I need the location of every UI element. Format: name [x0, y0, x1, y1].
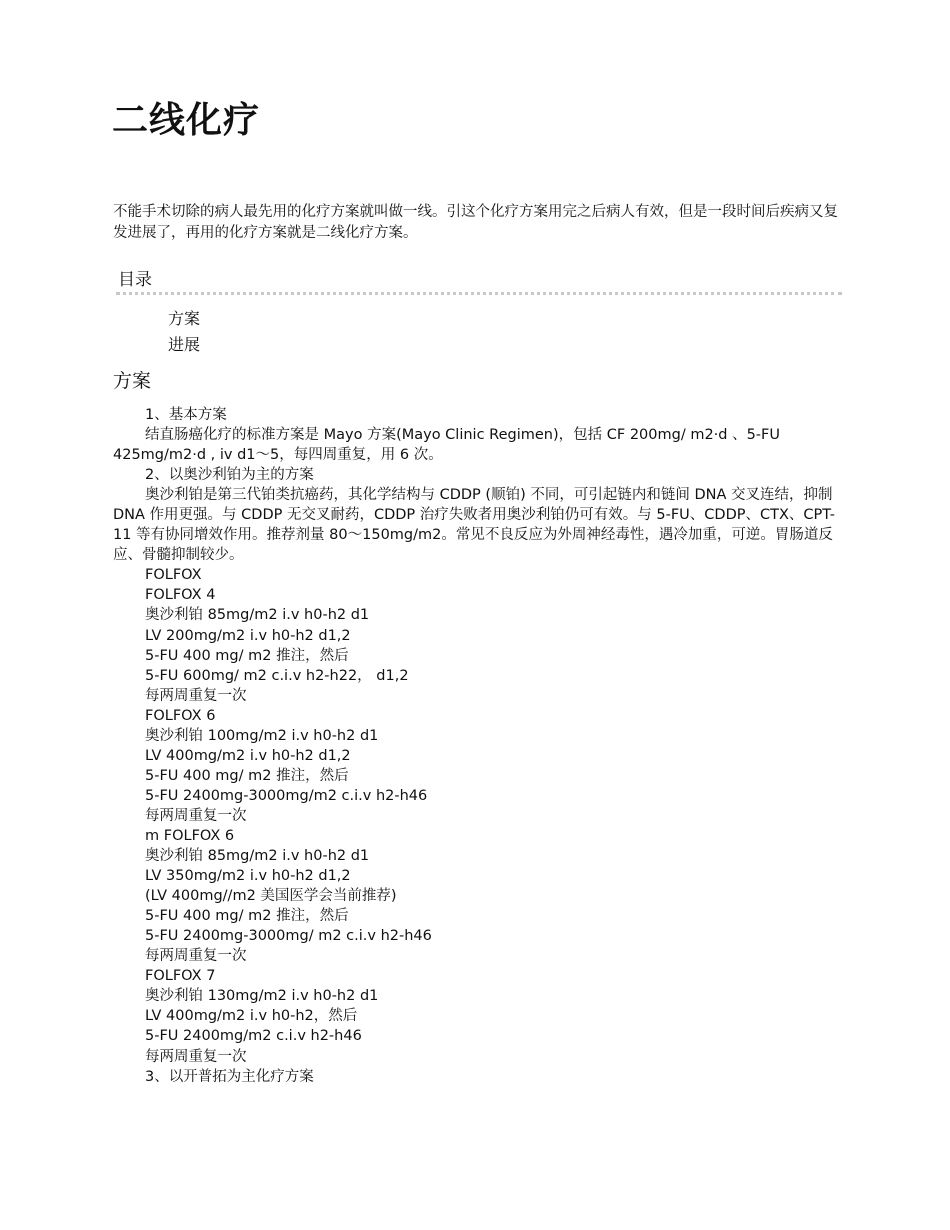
regimen-line: LV 350mg/m2 i.v h0-h2 d1,2 — [145, 868, 351, 885]
regimen-line: FOLFOX 6 — [145, 707, 216, 724]
subheading-basic-scheme: 1、基本方案 — [145, 407, 227, 423]
toc-list — [168, 306, 200, 358]
paragraph-oxaliplatin: 奥沙利铂是第三代铂类抗癌药，其化学结构与 CDDP (顺铂) 不同，可引起链内和链间 DNA 交叉连结，抑制 DNA 作用更强。与 CDDP 无交叉耐药，CDDP 治疗失败者用奥沙利铂仍可有效。与 5-FU、CDDP、CTX、CPT-11 等有协同增效作用。推荐剂量 80～150mg/m2。常见不良反应为外周神经毒性，遇冷加重，可逆。胃肠道反应、骨髓抑制较少。 — [113, 487, 836, 564]
toc-divider — [116, 292, 842, 295]
regimen-line: LV 400mg/m2 i.v h0-h2，然后 — [145, 1008, 358, 1025]
regimen-line: 奥沙利铂 85mg/m2 i.v h0-h2 d1 — [145, 607, 370, 624]
regimen-line: 奥沙利铂 130mg/m2 i.v h0-h2 d1 — [145, 988, 379, 1005]
regimen-line: (LV 400mg//m2 美国医学会当前推荐) — [145, 888, 397, 905]
regimen-line: 每两周重复一次 — [145, 687, 247, 704]
section-body — [113, 405, 838, 1087]
regimen-line: 每两周重复一次 — [145, 948, 247, 965]
regimen-line: 奥沙利铂 100mg/m2 i.v h0-h2 d1 — [145, 727, 379, 744]
regimen-line: 5-FU 2400mg-3000mg/m2 c.i.v h2-h46 — [145, 787, 428, 804]
regimen-line: 5-FU 600mg/ m2 c.i.v h2-h22， d1,2 — [145, 667, 409, 684]
regimen-line: 5-FU 400 mg/ m2 推注，然后 — [145, 908, 349, 925]
subheading-irinotecan-scheme: 3、以开普拓为主化疗方案 — [145, 1068, 314, 1085]
regimen-line: 5-FU 2400mg-3000mg/ m2 c.i.v h2-h46 — [145, 928, 432, 945]
regimen-line: LV 200mg/m2 i.v h0-h2 d1,2 — [145, 627, 351, 644]
toc-item-scheme[interactable]: 方案 — [168, 309, 201, 328]
section-heading-scheme: 方案 — [113, 370, 152, 392]
page-title: 二线化疗 — [112, 100, 261, 141]
regimen-line: 5-FU 400 mg/ m2 推注，然后 — [145, 647, 349, 664]
toc-item-progress[interactable]: 进展 — [168, 335, 201, 354]
regimen-line: 每两周重复一次 — [145, 807, 247, 824]
regimen-line: 5-FU 2400mg/m2 c.i.v h2-h46 — [145, 1028, 362, 1045]
regimen-line: 每两周重复一次 — [145, 1048, 247, 1065]
regimen-line: m FOLFOX 6 — [145, 827, 235, 844]
intro-paragraph: 不能手术切除的病人最先用的化疗方案就叫做一线。引这个化疗方案用完之后病人有效，但是一段时间后疾病又复发进展了，再用的化疗方案就是二线化疗方案。 — [113, 204, 838, 241]
regimen-line: LV 400mg/m2 i.v h0-h2 d1,2 — [145, 747, 351, 764]
regimen-line: FOLFOX 7 — [145, 968, 216, 985]
toc-title: 目录 — [118, 270, 152, 290]
regimen-line: 奥沙利铂 85mg/m2 i.v h0-h2 d1 — [145, 848, 370, 865]
subheading-oxaliplatin-scheme: 2、以奥沙利铂为主的方案 — [145, 467, 314, 484]
regimen-line: FOLFOX 4 — [145, 587, 216, 604]
paragraph-mayo: 结直肠癌化疗的标准方案是 Mayo 方案(Mayo Clinic Regimen)，包括 CF 200mg/ m2·d 、5-FU 425mg/m2·d , iv d1～5，每四周重复，用 6 次。 — [113, 427, 780, 464]
regimen-line: 5-FU 400 mg/ m2 推注，然后 — [145, 767, 349, 784]
regimen-line: FOLFOX — [145, 567, 202, 584]
